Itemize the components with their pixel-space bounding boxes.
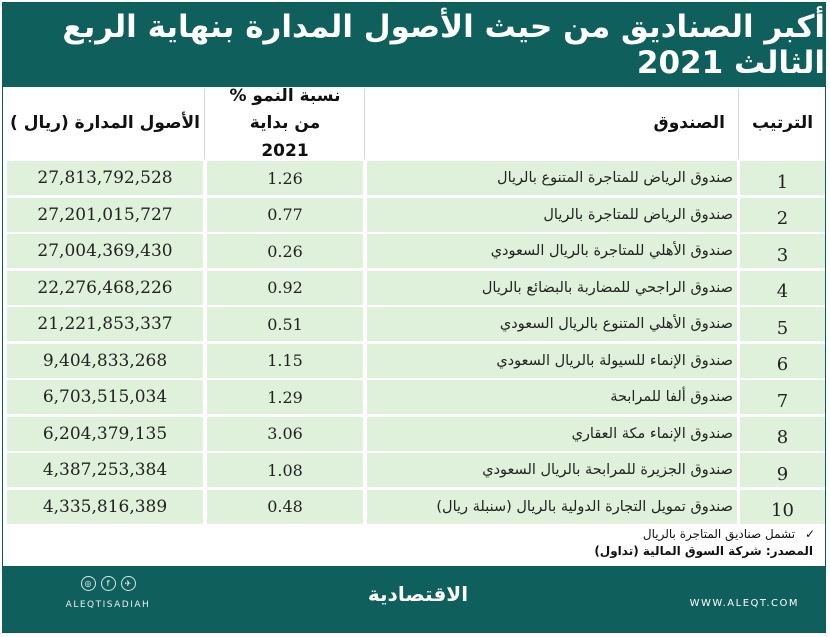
fund-cell: صندوق الجزيرة للمرابحة بالريال السعودي	[367, 453, 737, 487]
footer-social	[43, 576, 173, 610]
rank-cell: 5	[740, 307, 825, 341]
header-divider	[204, 89, 205, 159]
header-divider	[738, 89, 739, 159]
rank-cell: 3	[740, 234, 825, 268]
table-row	[7, 489, 825, 526]
header-growth-label: نسبة النمو % من بداية 2021	[229, 86, 341, 161]
growth-cell: 1.15	[207, 344, 363, 378]
header-growth	[207, 86, 363, 161]
table-header	[7, 86, 825, 161]
fund-cell: صندوق الرياض للمتاجرة بالريال	[367, 198, 737, 232]
table-row	[7, 379, 825, 416]
rank-cell: 7	[740, 380, 825, 414]
rank-cell: 2	[740, 198, 825, 232]
rank-cell: 4	[740, 271, 825, 305]
growth-cell: 0.26	[207, 234, 363, 268]
assets-cell: 22,276,468,226	[7, 271, 203, 305]
facebook-icon[interactable]: f	[101, 576, 116, 591]
note-includes	[7, 526, 821, 543]
table-row	[7, 306, 825, 343]
note-includes-text: تشمل صناديق المتاجرة بالريال	[642, 527, 796, 541]
fund-cell: صندوق الأهلي للمتاجرة بالريال السعودي	[367, 234, 737, 268]
check-icon: ✓	[804, 527, 815, 541]
twitter-icon[interactable]: ✈	[121, 576, 136, 591]
social-icons	[43, 576, 173, 591]
table-row	[7, 197, 825, 234]
fund-cell: صندوق الراجحي للمضاربة بالبضائع بالريال	[367, 271, 737, 305]
growth-cell: 0.51	[207, 307, 363, 341]
assets-cell: 21,221,853,337	[7, 307, 203, 341]
rank-cell: 1	[740, 161, 825, 195]
fund-cell: صندوق تمويل التجارة الدولية بالريال (سنبلة ريال)	[367, 490, 737, 524]
infographic-frame	[2, 2, 826, 633]
header-rank: الترتيب	[751, 113, 814, 134]
source-text: المصدر: شركة السوق المالية (تداول)	[594, 544, 813, 558]
assets-cell: 4,387,253,384	[7, 453, 203, 487]
growth-cell: 1.08	[207, 453, 363, 487]
instagram-icon[interactable]: ◎	[81, 576, 96, 591]
table-row	[7, 233, 825, 270]
fund-cell: صندوق الرياض للمتاجرة المتنوع بالريال	[367, 161, 737, 195]
table-row	[7, 343, 825, 380]
assets-cell: 27,004,369,430	[7, 234, 203, 268]
header-assets: الأصول المدارة (ريال )	[10, 113, 200, 134]
growth-cell: 1.26	[207, 161, 363, 195]
table-row	[7, 416, 825, 453]
growth-cell: 1.29	[207, 380, 363, 414]
table-row	[7, 452, 825, 489]
assets-cell: 27,201,015,727	[7, 198, 203, 232]
fund-cell: صندوق ألفا للمرابحة	[367, 380, 737, 414]
notes	[7, 526, 821, 560]
footer	[3, 566, 825, 632]
rank-cell: 6	[740, 344, 825, 378]
website-url[interactable]: WWW.ALEQT.COM	[689, 598, 799, 609]
rank-cell: 8	[740, 417, 825, 451]
assets-cell: 6,703,515,034	[7, 380, 203, 414]
table-body	[7, 160, 825, 525]
rank-cell: 10	[740, 490, 825, 524]
assets-cell: 6,204,379,135	[7, 417, 203, 451]
growth-cell: 3.06	[207, 417, 363, 451]
assets-cell: 9,404,833,268	[7, 344, 203, 378]
growth-cell: 0.92	[207, 271, 363, 305]
title-bar	[3, 3, 825, 87]
note-source	[7, 543, 821, 560]
social-handle: ALEQTISADIAH	[65, 600, 151, 610]
fund-cell: صندوق الإنماء للسيولة بالريال السعودي	[367, 344, 737, 378]
fund-cell: صندوق الإنماء مكة العقاري	[367, 417, 737, 451]
page-title: أكبر الصناديق من حيث الأصول المدارة بنهاية الربع الثالث 2021	[62, 9, 825, 81]
table-row	[7, 270, 825, 307]
header-divider	[364, 89, 365, 159]
table-row	[7, 160, 825, 197]
header-fund: الصندوق	[653, 113, 725, 134]
fund-cell: صندوق الأهلي المتنوع بالريال السعودي	[367, 307, 737, 341]
assets-cell: 27,813,792,528	[7, 161, 203, 195]
brand-logo: الاقتصادية	[367, 582, 469, 606]
growth-cell: 0.48	[207, 490, 363, 524]
rank-cell: 9	[740, 453, 825, 487]
assets-cell: 4,335,816,389	[7, 490, 203, 524]
growth-cell: 0.77	[207, 198, 363, 232]
